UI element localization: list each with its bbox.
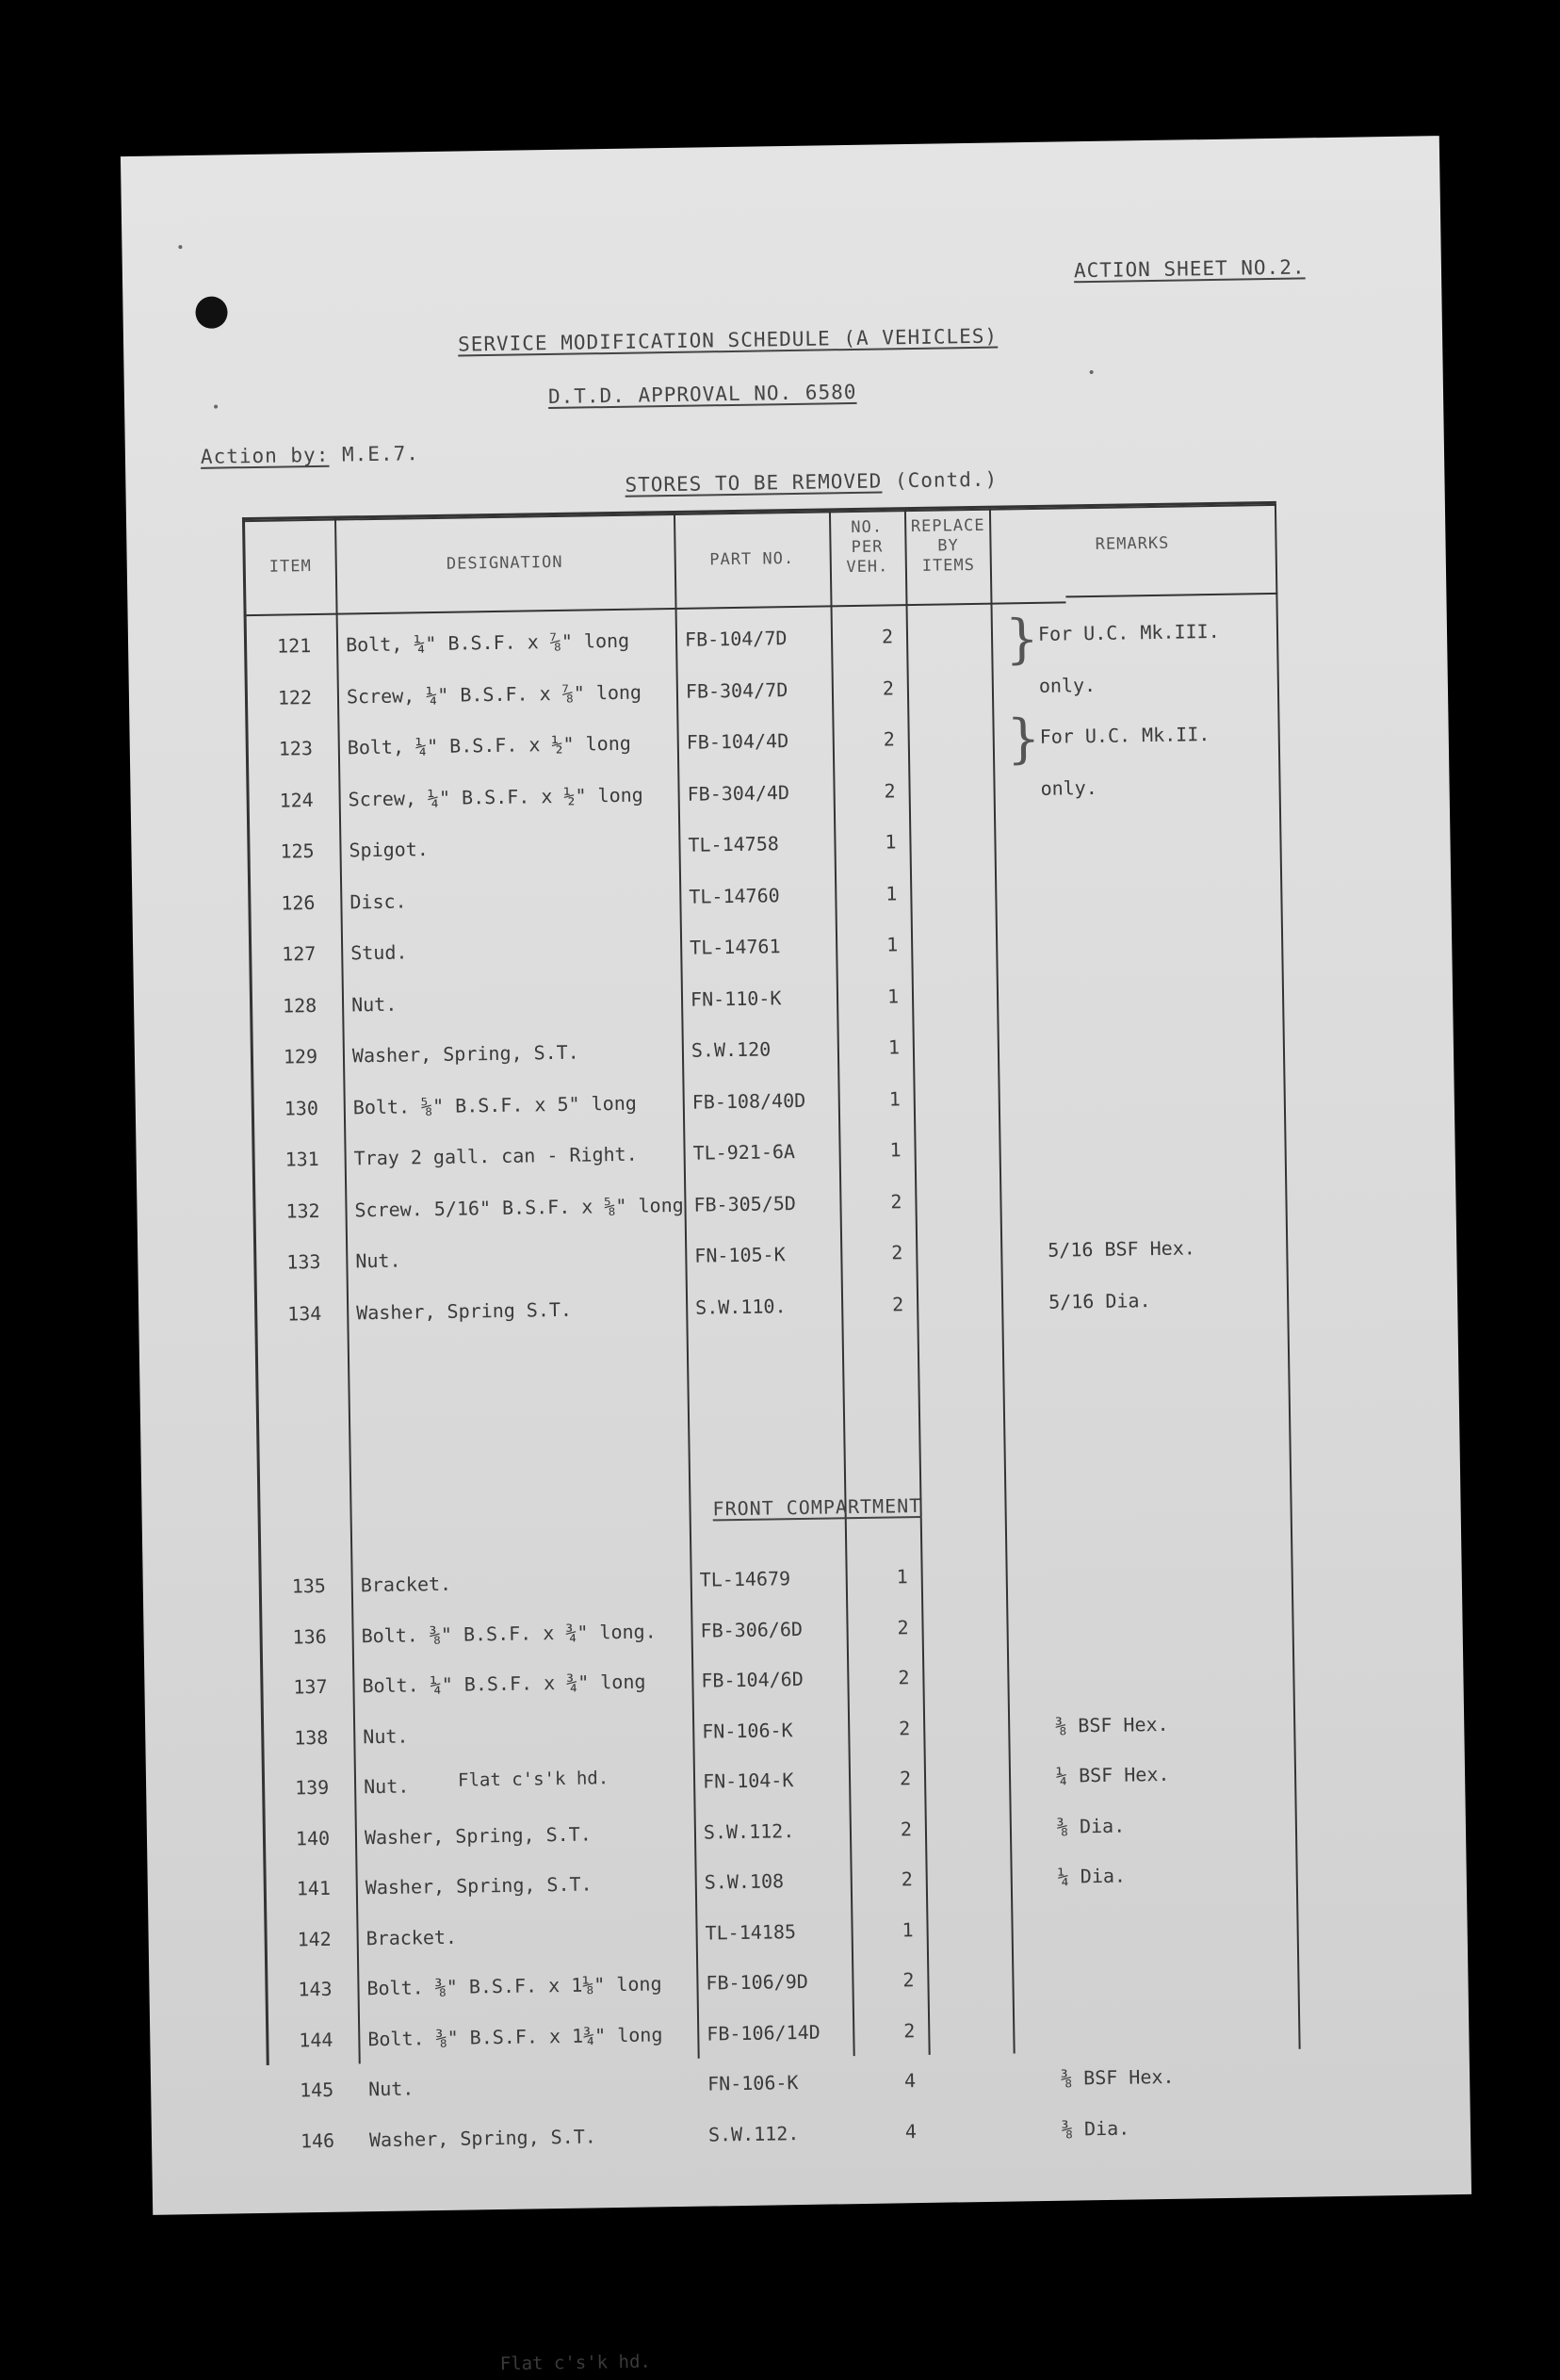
stores-table: [242, 501, 1301, 2375]
quantity-per-vehicle: 2: [881, 625, 894, 648]
quantity-per-vehicle: 2: [900, 1817, 913, 1840]
item-designation: Tray 2 gall. can - Right.: [353, 1142, 638, 1170]
section-suffix: (Contd.): [894, 467, 999, 493]
part-number: FB-104/6D: [701, 1667, 804, 1692]
item-designation: Disc.: [349, 888, 407, 913]
bracket-mk2: }: [1006, 708, 1041, 771]
col-header-part-no: PART NO.: [709, 548, 795, 570]
action-sheet-label: ACTION SHEET NO.2.: [1073, 255, 1306, 283]
part-number: TL-14760: [689, 883, 780, 908]
part-number: TL-14758: [688, 832, 779, 856]
speck: [1090, 370, 1094, 374]
row-136-subnote: Flat c's'k hd.: [499, 2351, 652, 2375]
remarks: ⅜ Dia.: [1056, 1814, 1126, 1838]
col-header-replace-by: REPLACE BY ITEMS: [910, 515, 985, 576]
document-title: SERVICE MODIFICATION SCHEDULE (A VEHICLES): [457, 324, 999, 356]
item-number: 131: [284, 1147, 319, 1171]
quantity-per-vehicle: 1: [902, 1917, 914, 1941]
item-number: 128: [282, 993, 317, 1018]
item-number: 142: [297, 1927, 332, 1950]
item-designation: Bracket.: [366, 1925, 458, 1949]
item-number: 145: [299, 2078, 334, 2102]
quantity-per-vehicle: 1: [885, 830, 897, 854]
part-number: TL-921-6A: [692, 1140, 796, 1165]
front-compartment-heading: FRONT COMPARTMENT: [712, 1493, 922, 1521]
item-number: 138: [294, 1725, 329, 1749]
item-number: 122: [277, 685, 313, 709]
item-designation: Bolt, ¼" B.S.F. x ⅞" long: [345, 628, 630, 657]
part-number: FB-306/6D: [700, 1617, 804, 1642]
item-designation: Bolt. ⅜" B.S.F. x 1⅛" long: [366, 1972, 662, 2000]
part-number: S.W.112.: [703, 1818, 795, 1844]
speck: [178, 245, 182, 249]
item-designation: Stud.: [350, 940, 408, 965]
remarks: ⅜ BSF Hex.: [1060, 2064, 1175, 2090]
quantity-per-vehicle: 1: [888, 1086, 901, 1110]
remarks: ¼ Dia.: [1057, 1864, 1127, 1888]
quantity-per-vehicle: 1: [887, 1035, 901, 1059]
item-designation: Bolt, ¼" B.S.F. x ½" long: [347, 731, 631, 759]
item-number: 140: [295, 1826, 331, 1850]
quantity-per-vehicle: 2: [897, 1615, 909, 1638]
item-number: 135: [291, 1573, 327, 1598]
quantity-per-vehicle: 1: [886, 984, 900, 1007]
header-bottom-rule-remarks: [1065, 593, 1277, 598]
part-number: TL-14185: [705, 1919, 797, 1945]
speck: [214, 405, 218, 409]
item-designation: Nut.: [363, 1724, 409, 1748]
quantity-per-vehicle: 1: [896, 1565, 908, 1589]
quantity-per-vehicle: 2: [902, 1968, 915, 1992]
part-number: FN-104-K: [702, 1769, 794, 1793]
item-designation: Screw. 5/16" B.S.F. x ⅝" long: [354, 1193, 684, 1221]
quantity-per-vehicle: 2: [883, 727, 895, 751]
part-number: FB-104/7D: [684, 627, 788, 651]
item-number: 132: [285, 1198, 320, 1223]
bracket-mk3: }: [1004, 608, 1040, 671]
part-number: TL-14761: [690, 935, 781, 959]
part-number: FN-110-K: [690, 986, 782, 1011]
item-designation: Bolt. ⅝" B.S.F. x 5" long: [352, 1091, 637, 1118]
row-132-subnote: Flat c's'k hd.: [457, 1768, 609, 1791]
item-designation: Bolt. ⅜" B.S.F. x ¾" long.: [361, 1619, 657, 1647]
item-designation: Screw, ¼" B.S.F. x ½" long: [348, 783, 643, 810]
section-heading: [625, 468, 998, 497]
item-number: 129: [283, 1044, 318, 1068]
part-number: FN-106-K: [702, 1718, 793, 1743]
item-number: 126: [281, 890, 316, 915]
item-designation: Washer, Spring, S.T.: [368, 2124, 597, 2151]
item-designation: Washer, Spring, S.T.: [351, 1040, 579, 1068]
remarks: ⅜ BSF Hex.: [1055, 1712, 1169, 1737]
item-number: 141: [296, 1876, 332, 1900]
item-designation: Washer, Spring, S.T.: [365, 1872, 593, 1899]
item-designation: Nut.: [367, 2077, 414, 2101]
table-top-rule: [245, 504, 1276, 522]
part-number: FB-108/40D: [691, 1088, 806, 1114]
col-header-designation: DESIGNATION: [446, 552, 563, 574]
item-number: 144: [299, 2028, 333, 2051]
remarks: only.: [1040, 775, 1097, 800]
item-number: 127: [281, 941, 317, 966]
quantity-per-vehicle: 2: [890, 1189, 902, 1213]
item-designation: Bracket.: [360, 1572, 452, 1597]
section-title: STORES TO BE REMOVED: [625, 469, 883, 497]
part-number: FB-106/9D: [706, 1969, 809, 1995]
part-number: FN-105-K: [694, 1243, 786, 1267]
quantity-per-vehicle: 2: [891, 1241, 903, 1264]
quantity-per-vehicle: 1: [886, 933, 899, 956]
quantity-per-vehicle: 1: [889, 1138, 902, 1162]
action-by-label: Action by:: [200, 443, 330, 468]
part-number: S.W.112.: [707, 2121, 800, 2146]
part-number: S.W.120: [691, 1037, 772, 1062]
quantity-per-vehicle: 2: [901, 1867, 913, 1891]
item-number: 143: [298, 1977, 333, 2001]
col-header-item: ITEM: [268, 556, 312, 577]
item-number: 136: [292, 1624, 327, 1648]
remarks: ⅜ Dia.: [1061, 2116, 1130, 2141]
action-by: [201, 442, 419, 468]
part-number: FB-305/5D: [693, 1191, 797, 1216]
col-header-remarks: REMARKS: [1095, 533, 1170, 554]
quantity-per-vehicle: 4: [904, 2119, 918, 2143]
item-number: 123: [278, 737, 314, 760]
quantity-per-vehicle: 2: [903, 2018, 916, 2042]
quantity-per-vehicle: 2: [898, 1666, 910, 1689]
remarks: For U.C. Mk.II.: [1039, 723, 1211, 748]
item-number: 146: [300, 2128, 335, 2152]
item-designation: Washer, Spring, S.T.: [364, 1821, 592, 1849]
item-designation: Nut.: [363, 1774, 410, 1799]
item-number: 125: [280, 839, 315, 863]
remarks: 5/16 Dia.: [1048, 1288, 1151, 1313]
item-number: 130: [284, 1096, 319, 1120]
quantity-per-vehicle: 2: [884, 778, 896, 802]
item-designation: Washer, Spring S.T.: [356, 1297, 573, 1324]
item-number: 133: [286, 1249, 321, 1274]
remarks: ¼ BSF Hex.: [1055, 1762, 1170, 1787]
item-number: 134: [286, 1301, 322, 1325]
item-number: 121: [276, 634, 312, 658]
document-sheet: [121, 136, 1471, 2375]
part-number: FN-106-K: [707, 2071, 799, 2095]
quantity-per-vehicle: 2: [882, 676, 895, 699]
part-number: TL-14679: [699, 1567, 791, 1591]
remarks: only.: [1038, 673, 1097, 697]
part-number: FB-304/4D: [687, 780, 790, 806]
part-number: FB-106/14D: [707, 2020, 821, 2046]
punch-hole: [195, 296, 228, 329]
quantity-per-vehicle: 2: [891, 1292, 904, 1315]
action-by-value: M.E.7.: [341, 442, 420, 466]
item-designation: Screw, ¼" B.S.F. x ⅞" long: [346, 680, 642, 708]
item-designation: Bolt. ⅜" B.S.F. x 1¾" long: [367, 2022, 663, 2050]
item-designation: Nut.: [355, 1248, 401, 1273]
item-number: 137: [293, 1674, 328, 1699]
quantity-per-vehicle: 4: [903, 2069, 917, 2093]
part-number: FB-304/7D: [685, 677, 788, 703]
item-number: 139: [294, 1775, 330, 1800]
quantity-per-vehicle: 2: [899, 1716, 911, 1739]
quantity-per-vehicle: 1: [886, 881, 898, 905]
col-header-no-per-veh: NO. PER VEH.: [846, 517, 889, 578]
item-designation: Bolt. ¼" B.S.F. x ¾" long: [362, 1670, 646, 1698]
part-number: FB-104/4D: [686, 729, 789, 754]
remarks: 5/16 BSF Hex.: [1048, 1236, 1195, 1262]
remarks: For U.C. Mk.III.: [1037, 619, 1220, 645]
item-designation: Nut.: [350, 992, 398, 1016]
approval-number: D.T.D. APPROVAL NO. 6580: [547, 380, 857, 409]
item-number: 124: [279, 788, 314, 812]
part-number: S.W.108: [704, 1869, 785, 1894]
part-number: S.W.110.: [694, 1294, 787, 1319]
quantity-per-vehicle: 2: [899, 1767, 912, 1790]
item-designation: Spigot.: [349, 838, 429, 862]
